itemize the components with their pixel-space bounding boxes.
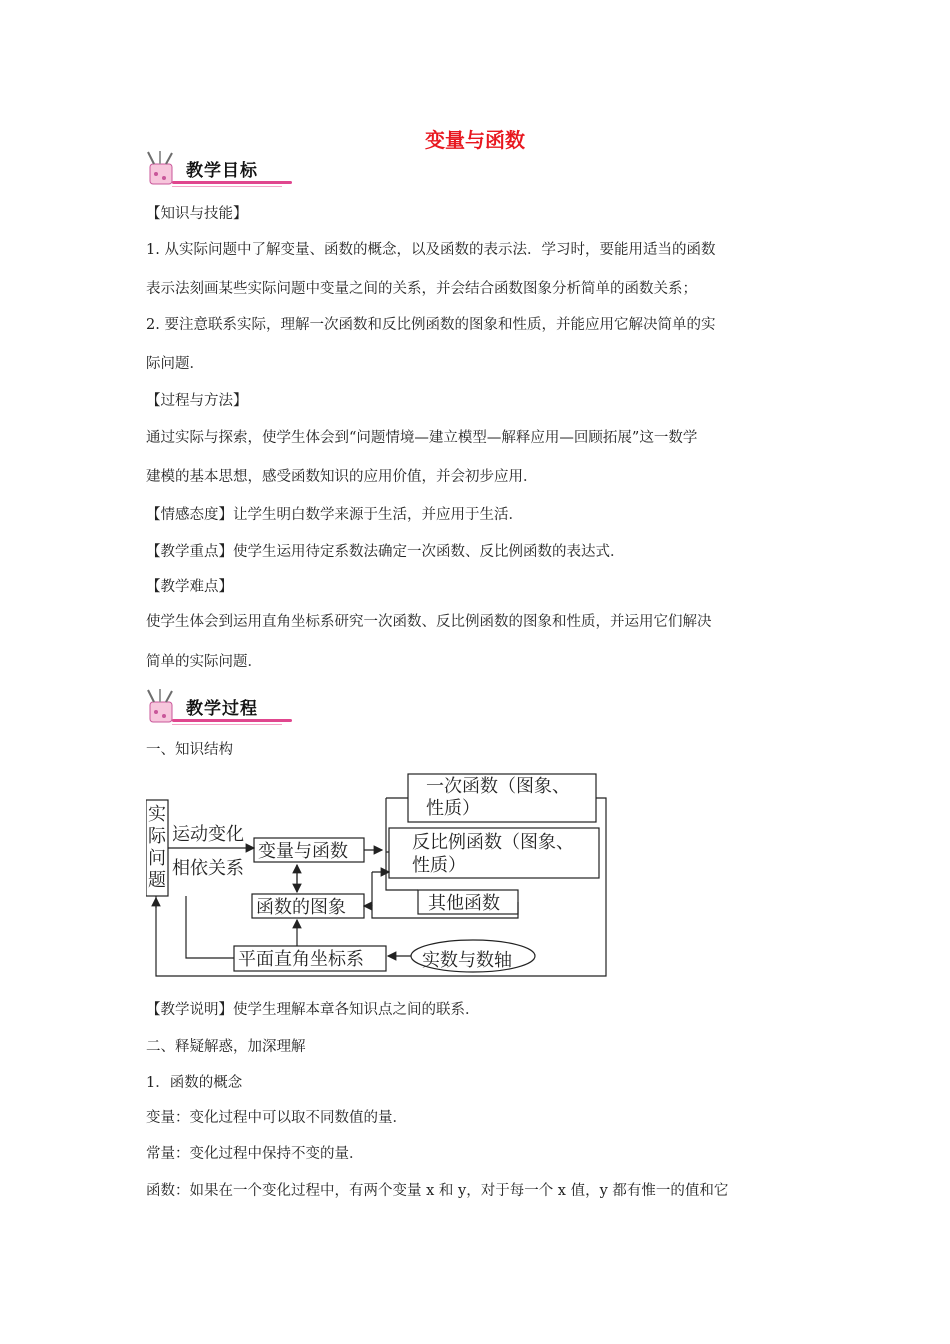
- inverse-function-line-2: 性质）: [412, 855, 466, 876]
- constant-definition: 常量：变化过程中保持不变的量．: [146, 1146, 364, 1162]
- difficulty-heading: 【教学难点】: [146, 579, 233, 595]
- linear-function-line-2: 性质）: [426, 798, 480, 819]
- section-banner-objectives: [142, 150, 292, 188]
- banner-underline: [172, 181, 292, 184]
- process-method-line-2: 建模的基本思想，感受函数知识的应用价值，并会初步应用．: [146, 469, 538, 485]
- part-2-heading: 二、释疑解惑，加深理解: [146, 1039, 306, 1055]
- objective-1-line-1: 1. 从实际问题中了解变量、函数的概念，以及函数的表示法．学习时，要能用适当的函数: [146, 242, 716, 258]
- coordinate-system-label: 平面直角坐标系: [238, 949, 364, 970]
- difficulty-line-1: 使学生体会到运用直角坐标系研究一次函数、反比例函数的图象和性质，并运用它们解决: [146, 614, 712, 630]
- teaching-note: 【教学说明】使学生理解本章各知识点之间的联系．: [146, 1002, 480, 1018]
- variable-definition: 变量：变化过程中可以取不同数值的量．: [146, 1110, 407, 1126]
- function-graph-label: 函数的图象: [256, 897, 346, 918]
- variable-function-label: 变量与函数: [258, 841, 348, 862]
- process-method-line-1: 通过实际与探索，使学生体会到“问题情境—建立模型—解释应用—回顾拓展”这一数学: [146, 430, 698, 446]
- teaching-key-point: 【教学重点】使学生运用待定系数法确定一次函数、反比例函数的表达式．: [146, 544, 625, 560]
- inverse-function-line-1: 反比例函数（图象、: [412, 832, 574, 853]
- banner-label: 教学过程: [186, 699, 258, 719]
- objective-2-line-1: 2. 要注意联系实际，理解一次函数和反比例函数的图象和性质，并能应用它解决简单的实: [146, 317, 716, 333]
- part-1-heading: 一、知识结构: [146, 742, 233, 758]
- motion-change-label: 运动变化: [172, 824, 244, 845]
- linear-function-line-1: 一次函数（图象、: [426, 776, 570, 797]
- banner-underline: [172, 719, 292, 722]
- process-method-heading: 【过程与方法】: [146, 393, 248, 409]
- banner-label: 教学目标: [186, 161, 258, 181]
- function-definition: 函数：如果在一个变化过程中，有两个变量 x 和 y，对于每一个 x 值，y 都有惟一的值和它: [146, 1183, 729, 1199]
- actual-problem-char-3: 问: [148, 848, 166, 869]
- actual-problem-char-4: 题: [148, 870, 166, 891]
- page-title: 变量与函数: [425, 128, 525, 152]
- objective-1-line-2: 表示法刻画某些实际问题中变量之间的关系，并会结合函数图象分析简单的函数关系；: [146, 281, 697, 297]
- knowledge-structure-diagram: [146, 768, 626, 980]
- actual-problem-char-2: 际: [148, 826, 166, 847]
- knowledge-heading: 【知识与技能】: [146, 206, 248, 222]
- real-number-axis-label: 实数与数轴: [422, 950, 512, 971]
- concept-heading: 1．函数的概念: [146, 1075, 243, 1091]
- actual-problem-char-1: 实: [148, 804, 166, 825]
- dependency-label: 相依关系: [172, 858, 244, 879]
- objective-2-line-2: 际问题．: [146, 356, 204, 372]
- difficulty-line-2: 简单的实际问题．: [146, 654, 262, 670]
- other-functions-label: 其他函数: [428, 893, 500, 914]
- emotion-attitude: 【情感态度】让学生明白数学来源于生活，并应用于生活．: [146, 507, 523, 523]
- section-banner-process: [142, 688, 292, 726]
